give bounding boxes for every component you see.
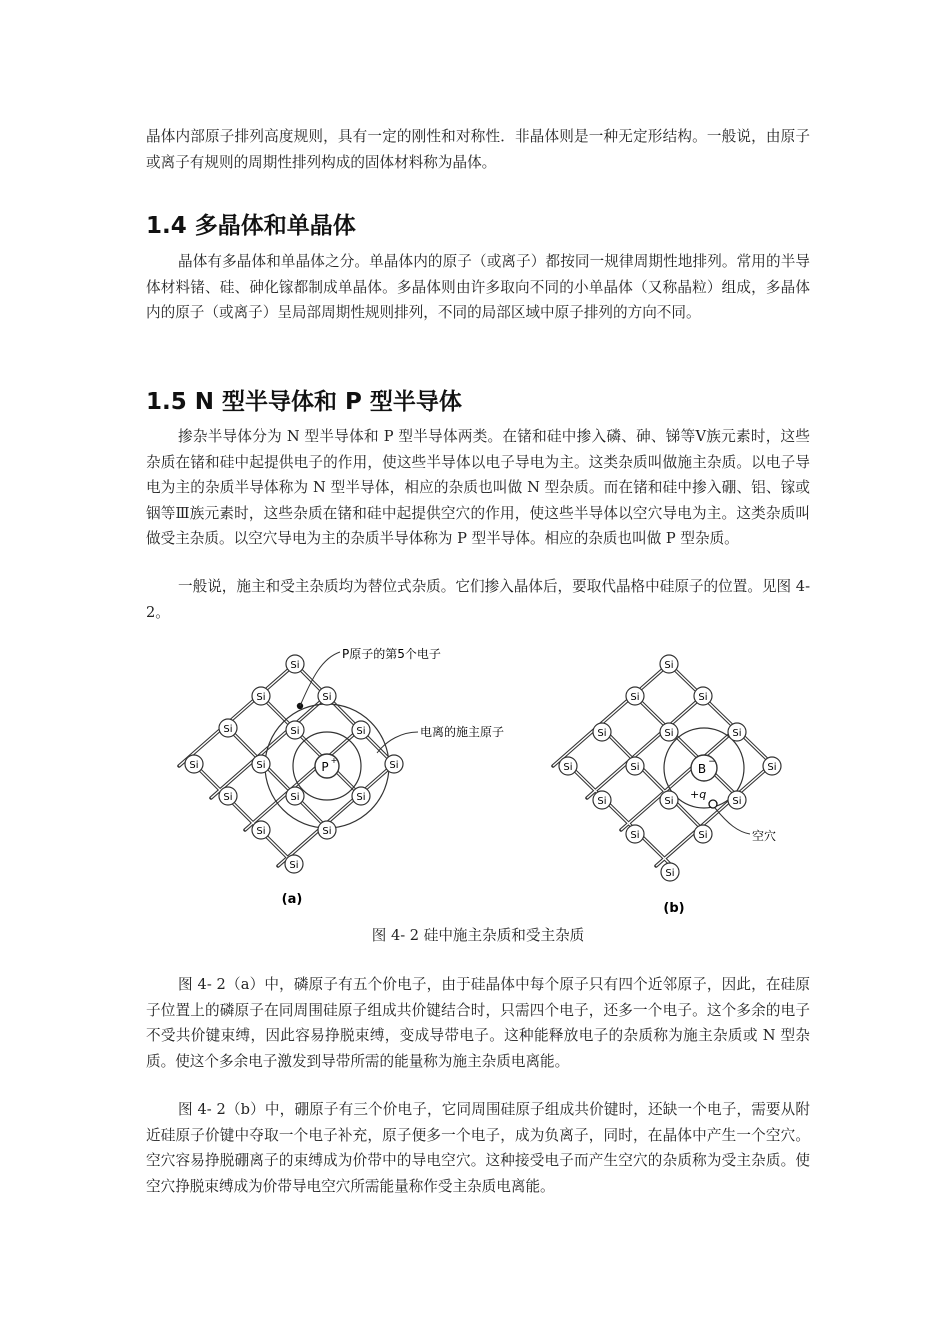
svg-text:Si: Si [290, 792, 300, 803]
si-atom [252, 755, 270, 773]
discussion-paragraph-1: 图 4- 2（a）中，磷原子有五个价电子，由于硅晶体中每个原子只有四个近邻原子，因此，在硅原子位置上的磷原子在同周围硅原子组成共价键结合时，只需四个电子，还多一个电子。这个多余的电子不受共价键束缚，因此容易挣脱束缚，变成导带电子。这种能释放电子的杂质称为施主杂质或 N 型杂质。使这个多余电子激发到导带所需的能量称为施主杂质电离能。 [146, 976, 810, 1070]
si-atom [660, 723, 678, 741]
si-atom [728, 791, 746, 809]
svg-text:Si: Si [563, 762, 573, 773]
svg-text:Si: Si [356, 792, 366, 803]
discussion-paragraph-2: 图 4- 2（b）中，硼原子有三个价电子，它同周围硅原子组成共价键时，还缺一个电子，需要从附近硅原子价键中夺取一个电子补充，原子便多一个电子，成为负离子，同时，在晶体中产生一个空穴。空穴容易挣脱硼离子的束缚成为价带中的导电空穴。这种接受电子而产生空穴的杂质称为受主杂质。使空穴挣脱束缚成为价带导电空穴所需能量称作受主杂质电离能。 [146, 1101, 810, 1195]
panel-a-label: (a) [281, 892, 303, 907]
svg-text:Si: Si [732, 796, 742, 807]
si-atom [694, 825, 712, 843]
svg-text:Si: Si [256, 826, 266, 837]
si-atom [352, 787, 370, 805]
si-atom [626, 757, 644, 775]
si-atom [286, 787, 304, 805]
si-atom [661, 863, 679, 881]
svg-text:Si: Si [664, 796, 674, 807]
si-atom [219, 719, 237, 737]
svg-text:Si: Si [290, 726, 300, 737]
svg-text:Si: Si [698, 692, 708, 703]
svg-text:Si: Si [322, 692, 332, 703]
hole-marker [709, 800, 717, 808]
svg-text:Si: Si [597, 796, 607, 807]
boron-ion [691, 755, 717, 781]
si-atom [559, 757, 577, 775]
svg-text:Si: Si [290, 660, 300, 671]
svg-text:Si: Si [322, 826, 332, 837]
si-atom [185, 755, 203, 773]
intro-paragraph: 晶体内部原子排列高度规则，具有一定的刚性和对称性．非晶体则是一种无定形结构。一般说，由原子或离子有规则的周期性排列构成的固体材料称为晶体。 [146, 128, 810, 171]
section-1-5-paragraph-1: 掺杂半导体分为 N 型半导体和 P 型半导体两类。在锗和硅中掺入磷、砷、锑等Ⅴ族元素时，这些杂质在锗和硅中起提供电子的作用，使这些半导体以电子导电为主。这类杂质叫做施主杂质。以电子导电为主的杂质半导体称为 N 型半导体，相应的杂质也叫做 N 型杂质。而在锗和硅中掺入硼、铝、镓或铟等Ⅲ族元素时，这些杂质在锗和硅中起提供空穴的作用，使这些半导体以空穴导电为主。这类杂质叫做受主杂质。以空穴导电为主的杂质半导体称为 P 型半导体。相应的杂质也叫做 P 型杂质。 [146, 428, 810, 547]
svg-text:Si: Si [767, 762, 777, 773]
si-atom [694, 687, 712, 705]
annotation-hole: 空穴 [752, 829, 777, 843]
svg-text:Si: Si [698, 830, 708, 841]
svg-text:Si: Si [289, 860, 299, 871]
si-atom [728, 723, 746, 741]
phosphorus-ion [315, 754, 339, 778]
svg-text:Si: Si [256, 692, 266, 703]
annotation-ionized-donor: 电离的施主原子 [420, 725, 505, 739]
si-atom [593, 723, 611, 741]
section-1-5-paragraph-2: 一般说，施主和受主杂质均为替位式杂质。它们掺入晶体后，要取代晶格中硅原子的位置。见图 4- 2。 [146, 578, 810, 621]
section-1-4-paragraph: 晶体有多晶体和单晶体之分。单晶体内的原子（或离子）都按同一规律周期性地排列。常用的半导体材料锗、硅、砷化镓都制成单晶体。多晶体则由许多取向不同的小单晶体（又称晶粒）组成，多晶体内的原子（或离子）呈局部周期性规则排列，不同的局部区域中原子排列的方向不同。 [146, 253, 810, 321]
svg-text:Si: Si [597, 728, 607, 739]
si-atom [286, 655, 304, 673]
si-atom [219, 787, 237, 805]
si-atom [626, 687, 644, 705]
svg-text:Si: Si [223, 792, 233, 803]
si-atom [318, 687, 336, 705]
svg-text:Si: Si [630, 692, 640, 703]
si-atom [286, 721, 304, 739]
svg-text:Si: Si [665, 868, 675, 879]
charge-label: +q [690, 788, 707, 801]
si-atom [626, 825, 644, 843]
svg-text:Si: Si [256, 760, 266, 771]
si-atom [660, 791, 678, 809]
svg-text:Si: Si [732, 728, 742, 739]
lattice-figure [172, 628, 812, 918]
svg-text:Si: Si [664, 660, 674, 671]
si-atom [660, 655, 678, 673]
svg-text:Si: Si [189, 760, 199, 771]
si-atom [593, 791, 611, 809]
si-atom [318, 821, 336, 839]
annotation-fifth-electron: P原子的第5个电子 [342, 647, 441, 661]
section-heading-1-5: 1.5 N 型半导体和 P 型半导体 [146, 389, 462, 415]
svg-text:B: B [697, 762, 707, 776]
si-atom [385, 755, 403, 773]
svg-text:Si: Si [630, 762, 640, 773]
si-atom [252, 821, 270, 839]
svg-text:−: − [708, 757, 716, 767]
si-atom [285, 855, 303, 873]
fifth-electron-dot [297, 703, 303, 709]
panel-b-label: (b) [663, 901, 685, 916]
svg-text:Si: Si [630, 830, 640, 841]
svg-text:Si: Si [223, 724, 233, 735]
svg-text:Si: Si [389, 760, 399, 771]
svg-text:P: P [321, 760, 329, 774]
svg-text:Si: Si [356, 726, 366, 737]
section-heading-1-4: 1.4 多晶体和单晶体 [146, 213, 356, 239]
si-atom [763, 757, 781, 775]
svg-text:+: + [330, 756, 338, 765]
si-atom [252, 687, 270, 705]
si-atom [352, 721, 370, 739]
svg-text:Si: Si [664, 728, 674, 739]
figure-caption: 图 4- 2 硅中施主杂质和受主杂质 [371, 927, 585, 944]
